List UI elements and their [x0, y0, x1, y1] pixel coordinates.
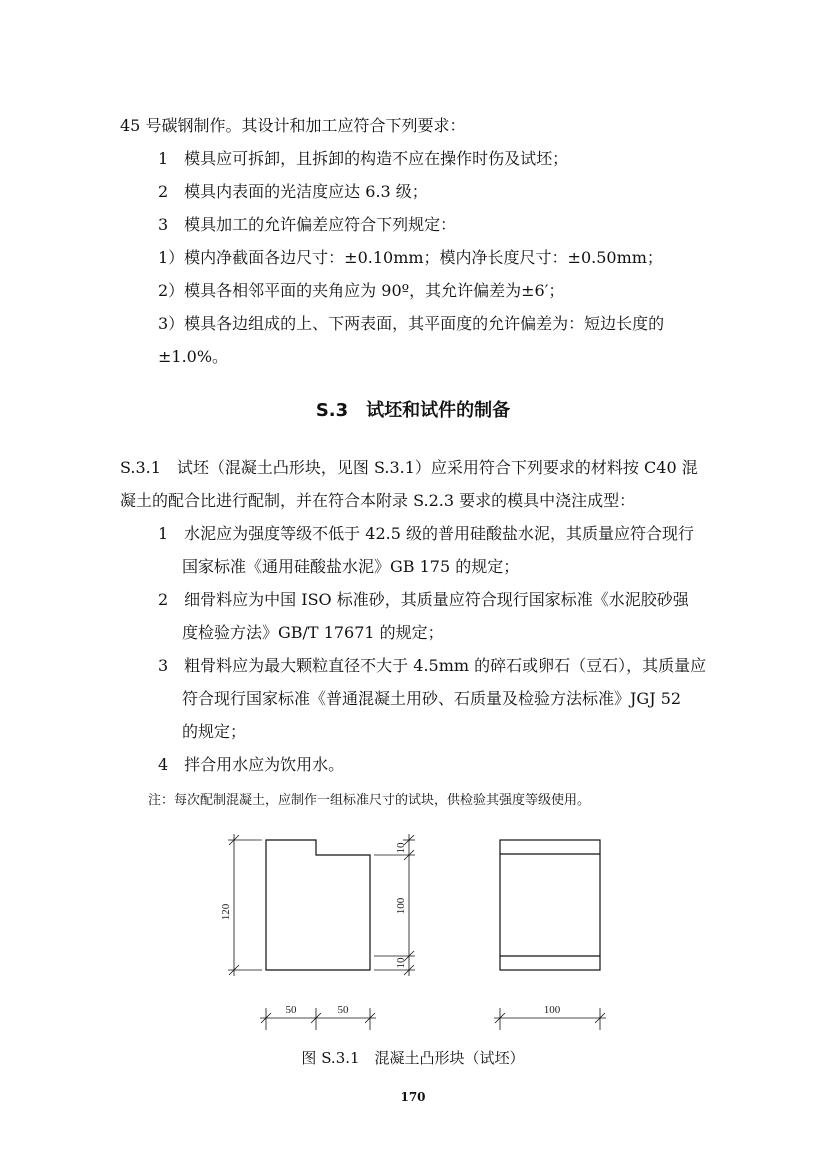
intro-text: 45 号碳钢制作。其设计和加工应符合下列要求：: [120, 116, 466, 135]
clause-line-2: 凝土的配合比进行配制，并在符合本附录 S.2.3 要求的模具中浇注成型：: [120, 491, 636, 510]
material-item-2-cont: 度检验方法》GB/T 17671 的规定；: [182, 623, 444, 642]
mold-requirement-1: 1 模具应可拆卸，且拆卸的构造不应在操作时伤及试坯；: [158, 149, 569, 168]
dim-label-width: 100: [543, 1004, 561, 1016]
section-title: S.3 试坯和试件的制备: [315, 400, 511, 421]
note-text: 注：每次配制混凝土，应制作一组标准尺寸的试块，供检验其强度等级使用。: [148, 793, 591, 808]
material-item-2: 2 细骨料应为中国 ISO 标准砂，其质量应符合现行国家标准《水泥胶砂强: [158, 590, 689, 609]
mold-tolerance-2: 2）模具各相邻平面的夹角应为 90º，其允许偏差为±6′；: [158, 281, 565, 300]
material-item-3-cont: 符合现行国家标准《普通混凝土用砂、石质量及检验方法标准》JGJ 52: [182, 689, 682, 708]
block-side-view: [266, 840, 370, 970]
page-number: 170: [400, 1090, 426, 1104]
clause-line-1: S.3.1 试坯（混凝土凸形块，见图 S.3.1）应采用符合下列要求的材料按 C40 混: [120, 458, 698, 477]
figure-caption: 图 S.3.1 混凝土凸形块（试坯）: [301, 1049, 525, 1067]
material-item-3-cont-2: 的规定；: [182, 722, 247, 741]
block-front-view: [500, 840, 600, 970]
dim-label-left-half: 50: [285, 1004, 297, 1016]
mold-tolerance-3-cont: ±1.0%。: [158, 347, 229, 366]
mold-tolerance-1: 1）模内净截面各边尺寸：±0.10mm；模内净长度尺寸：±0.50mm；: [158, 248, 663, 267]
dim-label-right-half: 50: [337, 1004, 349, 1016]
material-item-1-cont: 国家标准《通用硅酸盐水泥》GB 175 的规定；: [182, 557, 520, 576]
mold-tolerance-3: 3）模具各边组成的上、下两表面，其平面度的允许偏差为：短边长度的: [158, 314, 665, 333]
dim-label-middle: 100: [395, 897, 407, 915]
dim-label-top: 10: [395, 842, 407, 854]
material-item-4: 4 拌合用水应为饮用水。: [158, 755, 345, 774]
material-item-3: 3 粗骨料应为最大颗粒直径不大于 4.5mm 的碎石或卵石（豆石），其质量应: [158, 656, 707, 675]
dim-label-bottom: 10: [395, 957, 407, 969]
mold-requirement-2: 2 模具内表面的光洁度应达 6.3 级；: [158, 182, 428, 201]
material-item-1: 1 水泥应为强度等级不低于 42.5 级的普用硅酸盐水泥，其质量应符合现行: [158, 524, 694, 543]
mold-requirement-3: 3 模具加工的允许偏差应符合下列规定：: [158, 215, 457, 234]
dim-label-height: 120: [220, 903, 232, 921]
